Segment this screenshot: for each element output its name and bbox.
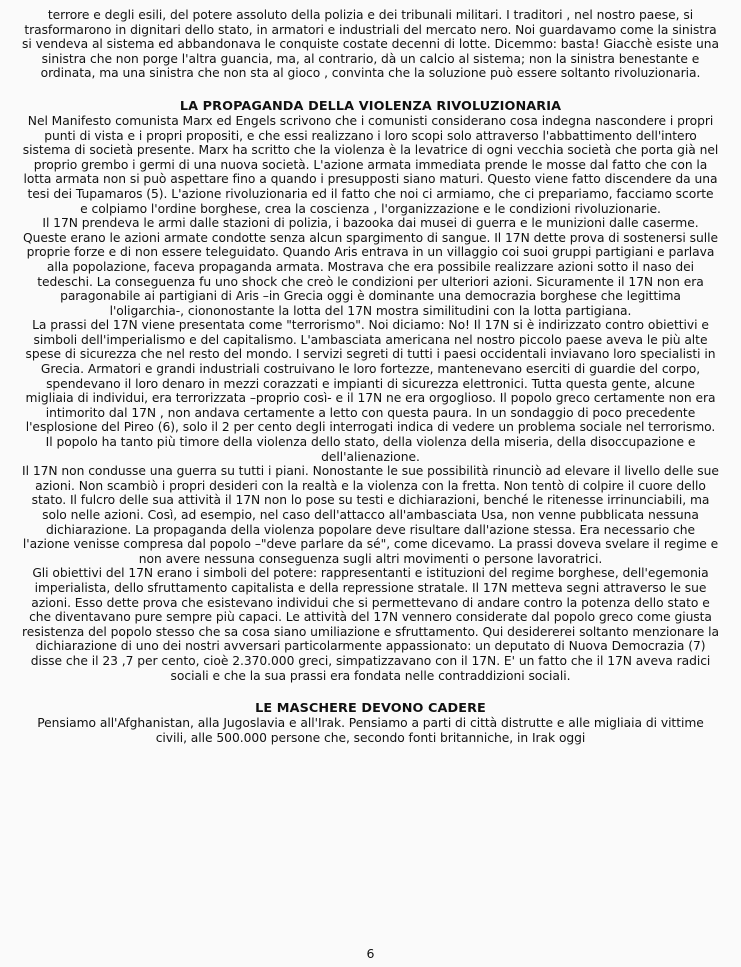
section-heading-maschere: LE MASCHERE DEVONO CADERE (255, 701, 486, 717)
paragraph-armi: Il 17N prendeva le armi dalle stazioni di polizia, i bazooka dai musei di guerra e le munizioni dalle caserme. Queste erano le azioni armate condotte senza alcun spargimento di sangue. Il 17N dette prova di sostenersi sulle proprie forze e di non essere teleguidato. Quando Aris entrava in un villaggio coi suoi gruppi partigiani e parlava alla popolazione, faceva propaganda armata. Mostrava che era possibile realizzare azioni sotto il naso dei tedeschi. La conseguenza fu uno shock che creò le condizioni per ulteriori azioni. Sicuramente il 17N non era paragonabile ai partigiani di Aris –in Grecia oggi è dominante una democrazia borghese che legittima l'oligarchia-, ciononostante la lotta del 17N mostra similitudini con la lotta partigiana. (23, 216, 718, 318)
paragraph-manifesto: Nel Manifesto comunista Marx ed Engels scrivono che i comunisti considerano cosa indegna nascondere i propri punti di vista e i propri propositi, e che essi realizzano i loro scopi solo attraverso l'abbattimento dell'intero sistema di società presente. Marx ha scritto che la violenza è la levatrice di ogni vecchia società che porta già nel proprio grembo i germi di una nuova società. L'azione armata immediata prende le mosse dal fatto che con la lotta armata non si può aspettare fino a quando i presupposti siano maturi. Questo viene fatto discendere da una tesi dei Tupamaros (5). L'azione rivoluzionaria ed il fatto che noi ci armiamo, che ci prepariamo, facciamo scorte e colpiamo l'ordine borghese, crea la coscienza , l'organizzazione e le condizioni rivoluzionarie. (22, 113, 719, 216)
paragraph-obiettivi: Gli obiettivi del 17N erano i simboli del potere: rappresentanti e istituzioni del regime borghese, dell'egemonia imperialista, dello sfruttamento capitalista e della repressione stratale. Il 17N metteva segni attraverso le sue azioni. Esso dette prova che esistevano individui che si permettevano di andare contro la potenza dello stato e che diventavano pure sempre più capaci. Le attività del 17N vennero considerate dal popolo greco come giusta resistenza del popolo stesso che sa cosa siano umiliazione e sfruttamento. Qui desidererei soltanto menzionare la dichiarazione di uno dei nostri avversari particolarmente appassionato: un deputato di Nuova Democrazia (7) disse che il 23 ,7 per cento, cioè 2.370.000 greci, simpatizzavano con il 17N. E' un fatto che il 17N aveva radici sociali e che la sua prassi era fondata nelle contraddizioni sociali. (22, 566, 720, 683)
paragraph-afghanistan: Pensiamo all'Afghanistan, alla Jugoslavia e all'Irak. Pensiamo a parti di città distrutte e alle migliaia di vittime civili, alle 500.000 persone che, secondo fonti britanniche, in Irak oggi (37, 716, 704, 745)
page-number: 6 (366, 946, 375, 961)
section-heading-propaganda: LA PROPAGANDA DELLA VIOLENZA RIVOLUZIONARIA (179, 98, 562, 114)
intro-paragraph: terrore e degli esili, del potere assoluto della polizia e dei tribunali militari. I traditori , nel nostro paese, si trasformarono in dignitari dello stato, in armatori e industriali del mercato nero. Noi guardavamo come la sinistra si vendeva al sistema ed abbandonava le conquiste costate decenni di lotte. Dicemmo: basta! Giacchè esiste una sinistra che non porge l'altra guancia, ma, al contrario, dà un calcio al sistema; non la sinistra benestante e ordinata, ma una sinistra che non sta al gioco , convinta che la soluzione può essere soltanto rivoluzionaria. (22, 8, 719, 81)
paragraph-guerra: Il 17N non condusse una guerra su tutti i piani. Nonostante le sue possibilità rinunciò ad elevare il livello delle sue azioni. Non scambiò i propri desideri con la realtà e la violenza con la fretta. Non tentò di colpire il cuore dello stato. Il fulcro delle sua attività il 17N non lo pose su testi e dichiarazioni, benché le ritenesse irrinunciabili, ma solo nelle azioni. Così, ad esempio, nel caso dell'attacco all'ambasciata Usa, non venne pubblicata nessuna dichiarazione. La propaganda della violenza popolare deve risultare dall'azione stessa. Era necessario che l'azione venisse compresa dal popolo –"deve parlare da sé", come dicevamo. La prassi doveva svelare il regime e non avere nessuna conseguenza sugli altri movimenti o persone lavoratrici. (22, 464, 719, 566)
paragraph-terrorismo: La prassi del 17N viene presentata come "terrorismo". Noi diciamo: No! Il 17N si è indirizzato contro obiettivi e simboli dell'imperialismo e del capitalismo. L'ambasciata americana nel nostro piccolo paese aveva le più alte spese di sicurezza che nel resto del mondo. I servizi segreti di tutti i paesi occidentali inviavano loro specialisti in Grecia. Armatori e grandi industriali costruivano le loro fortezze, mantenevano eserciti di guardie del corpo, spendevano il loro denaro in mezzi corazzati e impianti di sicurezza elettronici. Tutta questa gente, alcune migliaia di individui, era terrorizzata –proprio così- e il 17N ne era orgoglioso. Il popolo greco certamente non era intimorito dal 17N , non andava certamente a letto con questa paura. In un sondaggio di poco precedente l'esplosione del Pireo (6), solo il 2 per cento degli interrogati indica di vedere un problema sociale nel terrorismo. Il popolo ha tanto più timore della violenza dello stato, della violenza della miseria, della disoccupazione e dell'alienazione. (25, 318, 716, 464)
